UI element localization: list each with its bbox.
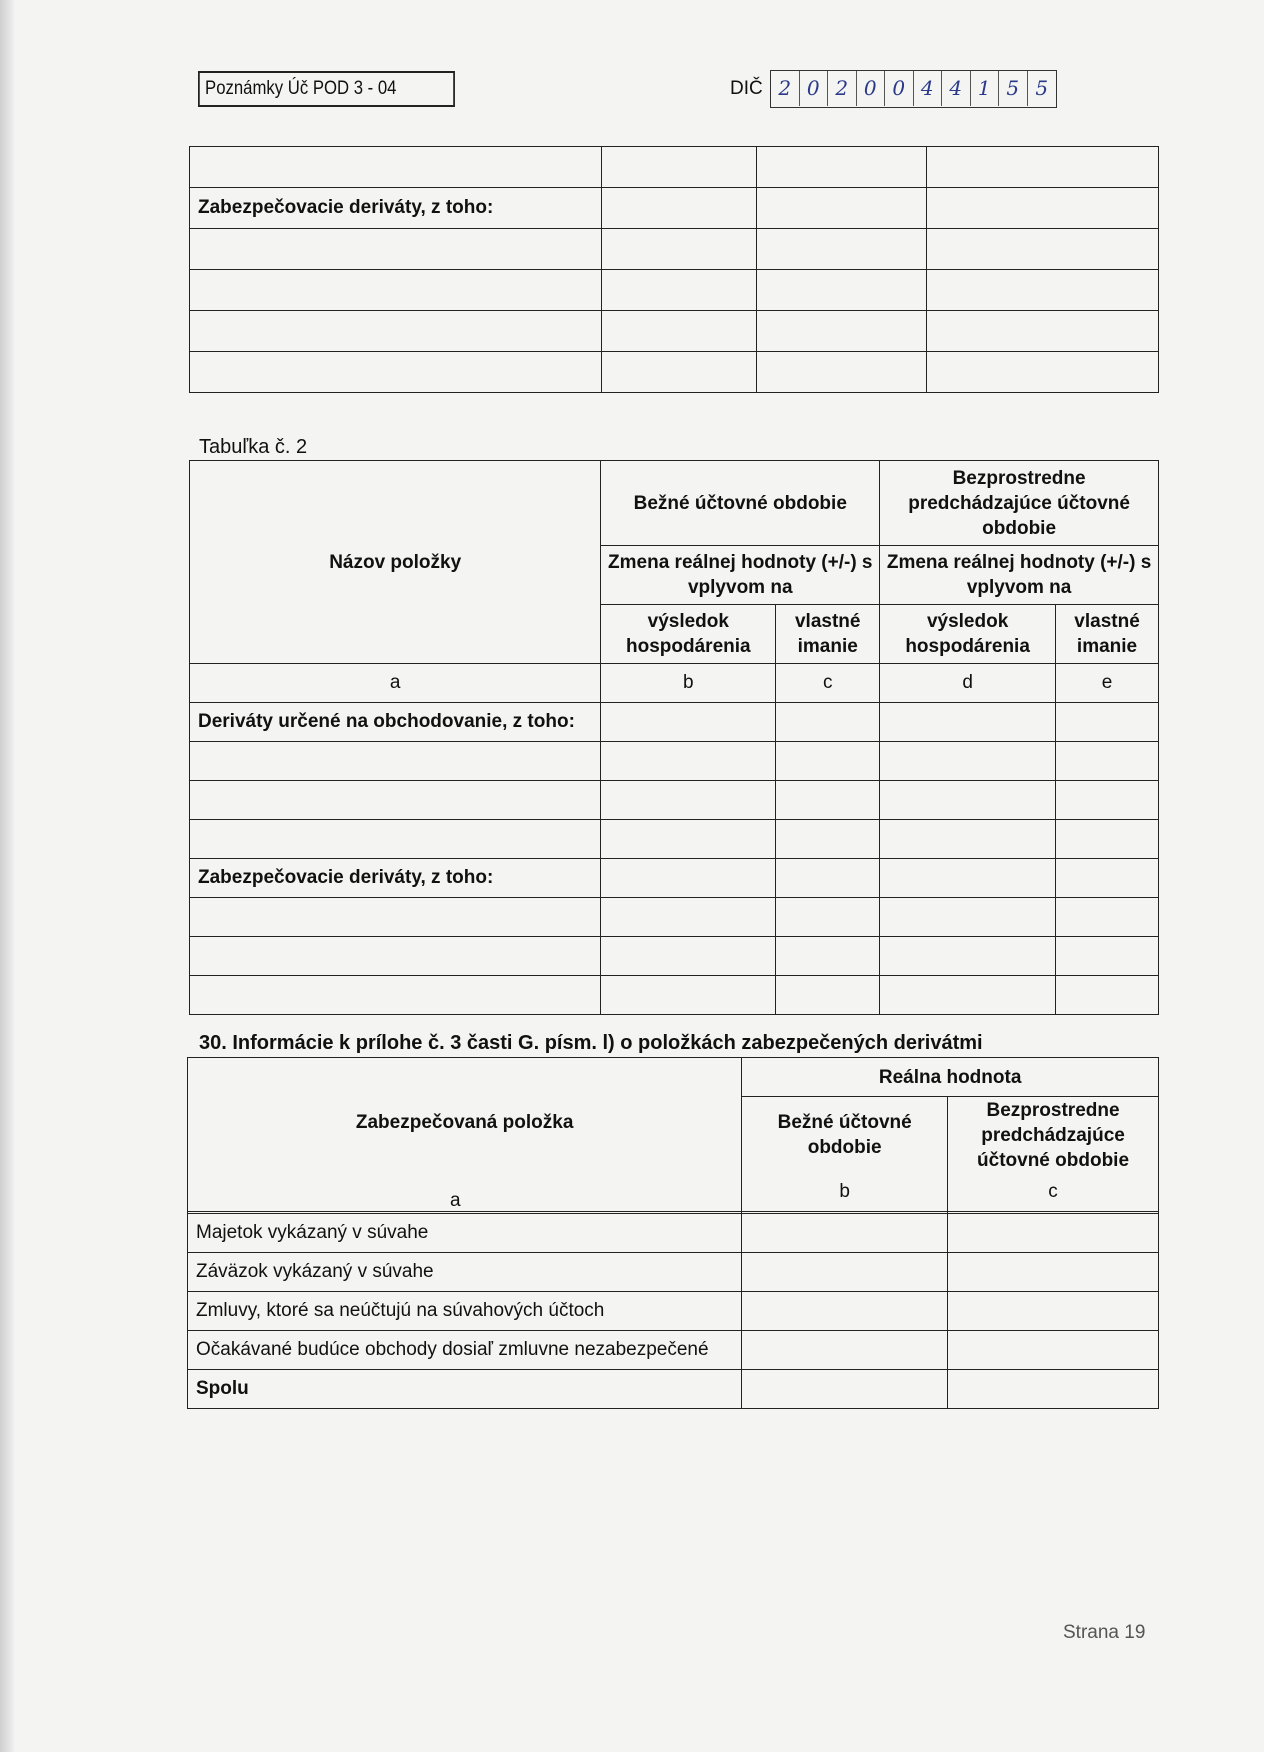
input-cell[interactable] — [190, 976, 601, 1015]
input-cell[interactable] — [927, 229, 1159, 270]
dic-digit: 2 — [771, 71, 800, 106]
table-row — [190, 703, 1159, 742]
form-code: Poznámky Úč POD 3 - 04 — [198, 71, 455, 107]
table-row — [188, 1214, 1159, 1253]
table-row — [190, 229, 1159, 270]
input-cell[interactable] — [776, 781, 880, 820]
table-row — [190, 352, 1159, 393]
table-row — [190, 937, 1159, 976]
input-cell[interactable] — [927, 352, 1159, 393]
real-value-header: Reálna hodnota — [742, 1058, 1159, 1097]
column-letter: c — [776, 664, 880, 703]
input-cell[interactable] — [601, 703, 776, 742]
table-row — [188, 1253, 1159, 1292]
input-cell[interactable] — [880, 820, 1056, 859]
input-cell[interactable] — [776, 742, 880, 781]
table-row — [190, 188, 1159, 229]
input-cell[interactable] — [927, 188, 1159, 229]
col-name-label: Názov položky — [329, 551, 462, 573]
input-cell[interactable] — [776, 703, 880, 742]
column-letter: a — [190, 664, 601, 703]
column-letter: b — [742, 1173, 948, 1212]
hedged-item-label: Zmluvy, ktoré sa neúčtujú na súvahových účtoch — [188, 1292, 742, 1331]
dic-digit: 4 — [942, 71, 971, 106]
input-cell[interactable] — [601, 976, 776, 1015]
input-cell[interactable] — [1056, 859, 1159, 898]
hedged-item-label: Majetok vykázaný v súvahe — [188, 1214, 742, 1253]
input-cell[interactable] — [880, 898, 1056, 937]
input-cell[interactable] — [190, 352, 602, 393]
input-cell[interactable] — [1056, 742, 1159, 781]
input-cell[interactable] — [190, 820, 601, 859]
input-cell[interactable] — [742, 1253, 948, 1292]
input-cell[interactable] — [776, 976, 880, 1015]
result-header: výsledok hospodárenia — [880, 605, 1056, 664]
total-label: Spolu — [188, 1370, 742, 1409]
previous-period-header: Bezprostredne predchádzajúce účtovné obdobie — [948, 1097, 1159, 1174]
input-cell[interactable] — [757, 270, 927, 311]
input-cell[interactable] — [776, 859, 880, 898]
input-cell[interactable] — [742, 1331, 948, 1370]
table-row — [190, 976, 1159, 1015]
column-letter: e — [1056, 664, 1159, 703]
table-row — [190, 781, 1159, 820]
table-row — [188, 1292, 1159, 1331]
input-cell[interactable] — [190, 311, 602, 352]
input-cell[interactable] — [757, 188, 927, 229]
dic-field — [770, 70, 1057, 108]
current-period-header: Bežné účtovné obdobie — [601, 461, 880, 546]
input-cell[interactable] — [1056, 898, 1159, 937]
col-item-label: Zabezpečovaná položka — [355, 1112, 574, 1133]
table-row — [190, 898, 1159, 937]
input-cell[interactable] — [601, 188, 757, 229]
table-row — [190, 147, 1159, 188]
dic-digit: 5 — [1035, 76, 1049, 100]
table-row — [188, 1331, 1159, 1370]
col-name-header — [190, 461, 601, 664]
input-cell[interactable] — [601, 270, 757, 311]
input-cell[interactable] — [601, 352, 757, 393]
column-letter: a — [450, 1190, 461, 1211]
column-letter: c — [948, 1173, 1159, 1212]
input-cell[interactable] — [757, 311, 927, 352]
input-cell[interactable] — [927, 311, 1159, 352]
change-current-header: Zmena reálnej hodnoty (+/-) s vplyvom na — [601, 546, 880, 605]
hedged-items-table — [187, 1057, 1159, 1409]
current-period-header: Bežné účtovné obdobie — [742, 1097, 948, 1174]
input-cell[interactable] — [190, 781, 601, 820]
hedged-item-label: Záväzok vykázaný v súvahe — [188, 1253, 742, 1292]
derivatives-table — [189, 460, 1159, 1015]
input-cell[interactable] — [1056, 976, 1159, 1015]
input-cell[interactable] — [880, 703, 1056, 742]
input-cell[interactable] — [190, 898, 601, 937]
input-cell[interactable] — [757, 352, 927, 393]
input-cell[interactable] — [927, 270, 1159, 311]
hedging-table-continuation — [189, 146, 1159, 393]
dic-digit: 5 — [999, 71, 1028, 106]
input-cell[interactable] — [601, 229, 757, 270]
dic-label: DIČ — [730, 78, 763, 99]
input-cell[interactable] — [742, 1370, 948, 1409]
column-letter: b — [601, 664, 776, 703]
input-cell[interactable] — [776, 898, 880, 937]
input-cell[interactable] — [880, 781, 1056, 820]
dic-digit: 0 — [800, 71, 829, 106]
input-cell[interactable] — [190, 270, 602, 311]
col-item-header — [188, 1058, 742, 1212]
input-cell[interactable] — [601, 781, 776, 820]
equity-header: vlastné imanie — [1056, 605, 1159, 664]
section-30-title: 30. Informácie k prílohe č. 3 časti G. písm. l) o položkách zabezpečených derivátmi — [199, 1032, 983, 1054]
input-cell[interactable] — [1056, 820, 1159, 859]
input-cell[interactable] — [776, 937, 880, 976]
change-previous-header: Zmena reálnej hodnoty (+/-) s vplyvom na — [880, 546, 1159, 605]
previous-period-header: Bezprostredne predchádzajúce účtovné obdobie — [880, 461, 1159, 546]
equity-header: vlastné imanie — [776, 605, 880, 664]
input-cell[interactable] — [742, 1292, 948, 1331]
input-cell[interactable] — [776, 820, 880, 859]
table-row — [190, 311, 1159, 352]
table-row — [188, 1370, 1159, 1409]
input-cell[interactable] — [190, 742, 601, 781]
input-cell[interactable] — [880, 976, 1056, 1015]
input-cell[interactable] — [948, 1292, 1159, 1331]
result-header: výsledok hospodárenia — [601, 605, 776, 664]
table2-caption: Tabuľka č. 2 — [199, 436, 308, 458]
input-cell[interactable] — [190, 937, 601, 976]
hedging-derivatives-label: Zabezpečovacie deriváty, z toho: — [190, 859, 601, 898]
dic-digit: 0 — [885, 71, 914, 106]
input-cell[interactable] — [601, 742, 776, 781]
input-cell[interactable] — [948, 1370, 1159, 1409]
input-cell[interactable] — [601, 820, 776, 859]
input-cell[interactable] — [601, 311, 757, 352]
page-number: Strana 19 — [1063, 1622, 1146, 1643]
input-cell[interactable] — [1056, 937, 1159, 976]
dic-digit: 2 — [828, 71, 857, 106]
dic-digit: 1 — [971, 71, 1000, 106]
table-row — [190, 742, 1159, 781]
input-cell[interactable] — [742, 1214, 948, 1253]
table-row — [190, 859, 1159, 898]
input-cell[interactable] — [948, 1214, 1159, 1253]
input-cell[interactable] — [601, 898, 776, 937]
input-cell[interactable] — [948, 1253, 1159, 1292]
trading-derivatives-label: Deriváty určené na obchodovanie, z toho: — [190, 703, 601, 742]
input-cell[interactable] — [880, 937, 1056, 976]
table-row — [190, 270, 1159, 311]
input-cell[interactable] — [948, 1331, 1159, 1370]
input-cell[interactable] — [601, 859, 776, 898]
hedging-derivatives-label: Zabezpečovacie deriváty, z toho: — [190, 188, 602, 229]
page-edge — [0, 0, 14, 1752]
input-cell[interactable] — [880, 742, 1056, 781]
input-cell[interactable] — [1056, 703, 1159, 742]
input-cell[interactable] — [880, 859, 1056, 898]
table-row — [190, 820, 1159, 859]
input-cell[interactable] — [601, 937, 776, 976]
column-letter: d — [880, 664, 1056, 703]
input-cell[interactable] — [1056, 781, 1159, 820]
dic-digit: 0 — [857, 71, 886, 106]
dic-digit: 4 — [914, 71, 943, 106]
hedged-item-label: Očakávané budúce obchody dosiaľ zmluvne nezabezpečené — [188, 1331, 742, 1370]
input-cell[interactable] — [190, 229, 602, 270]
input-cell[interactable] — [757, 229, 927, 270]
